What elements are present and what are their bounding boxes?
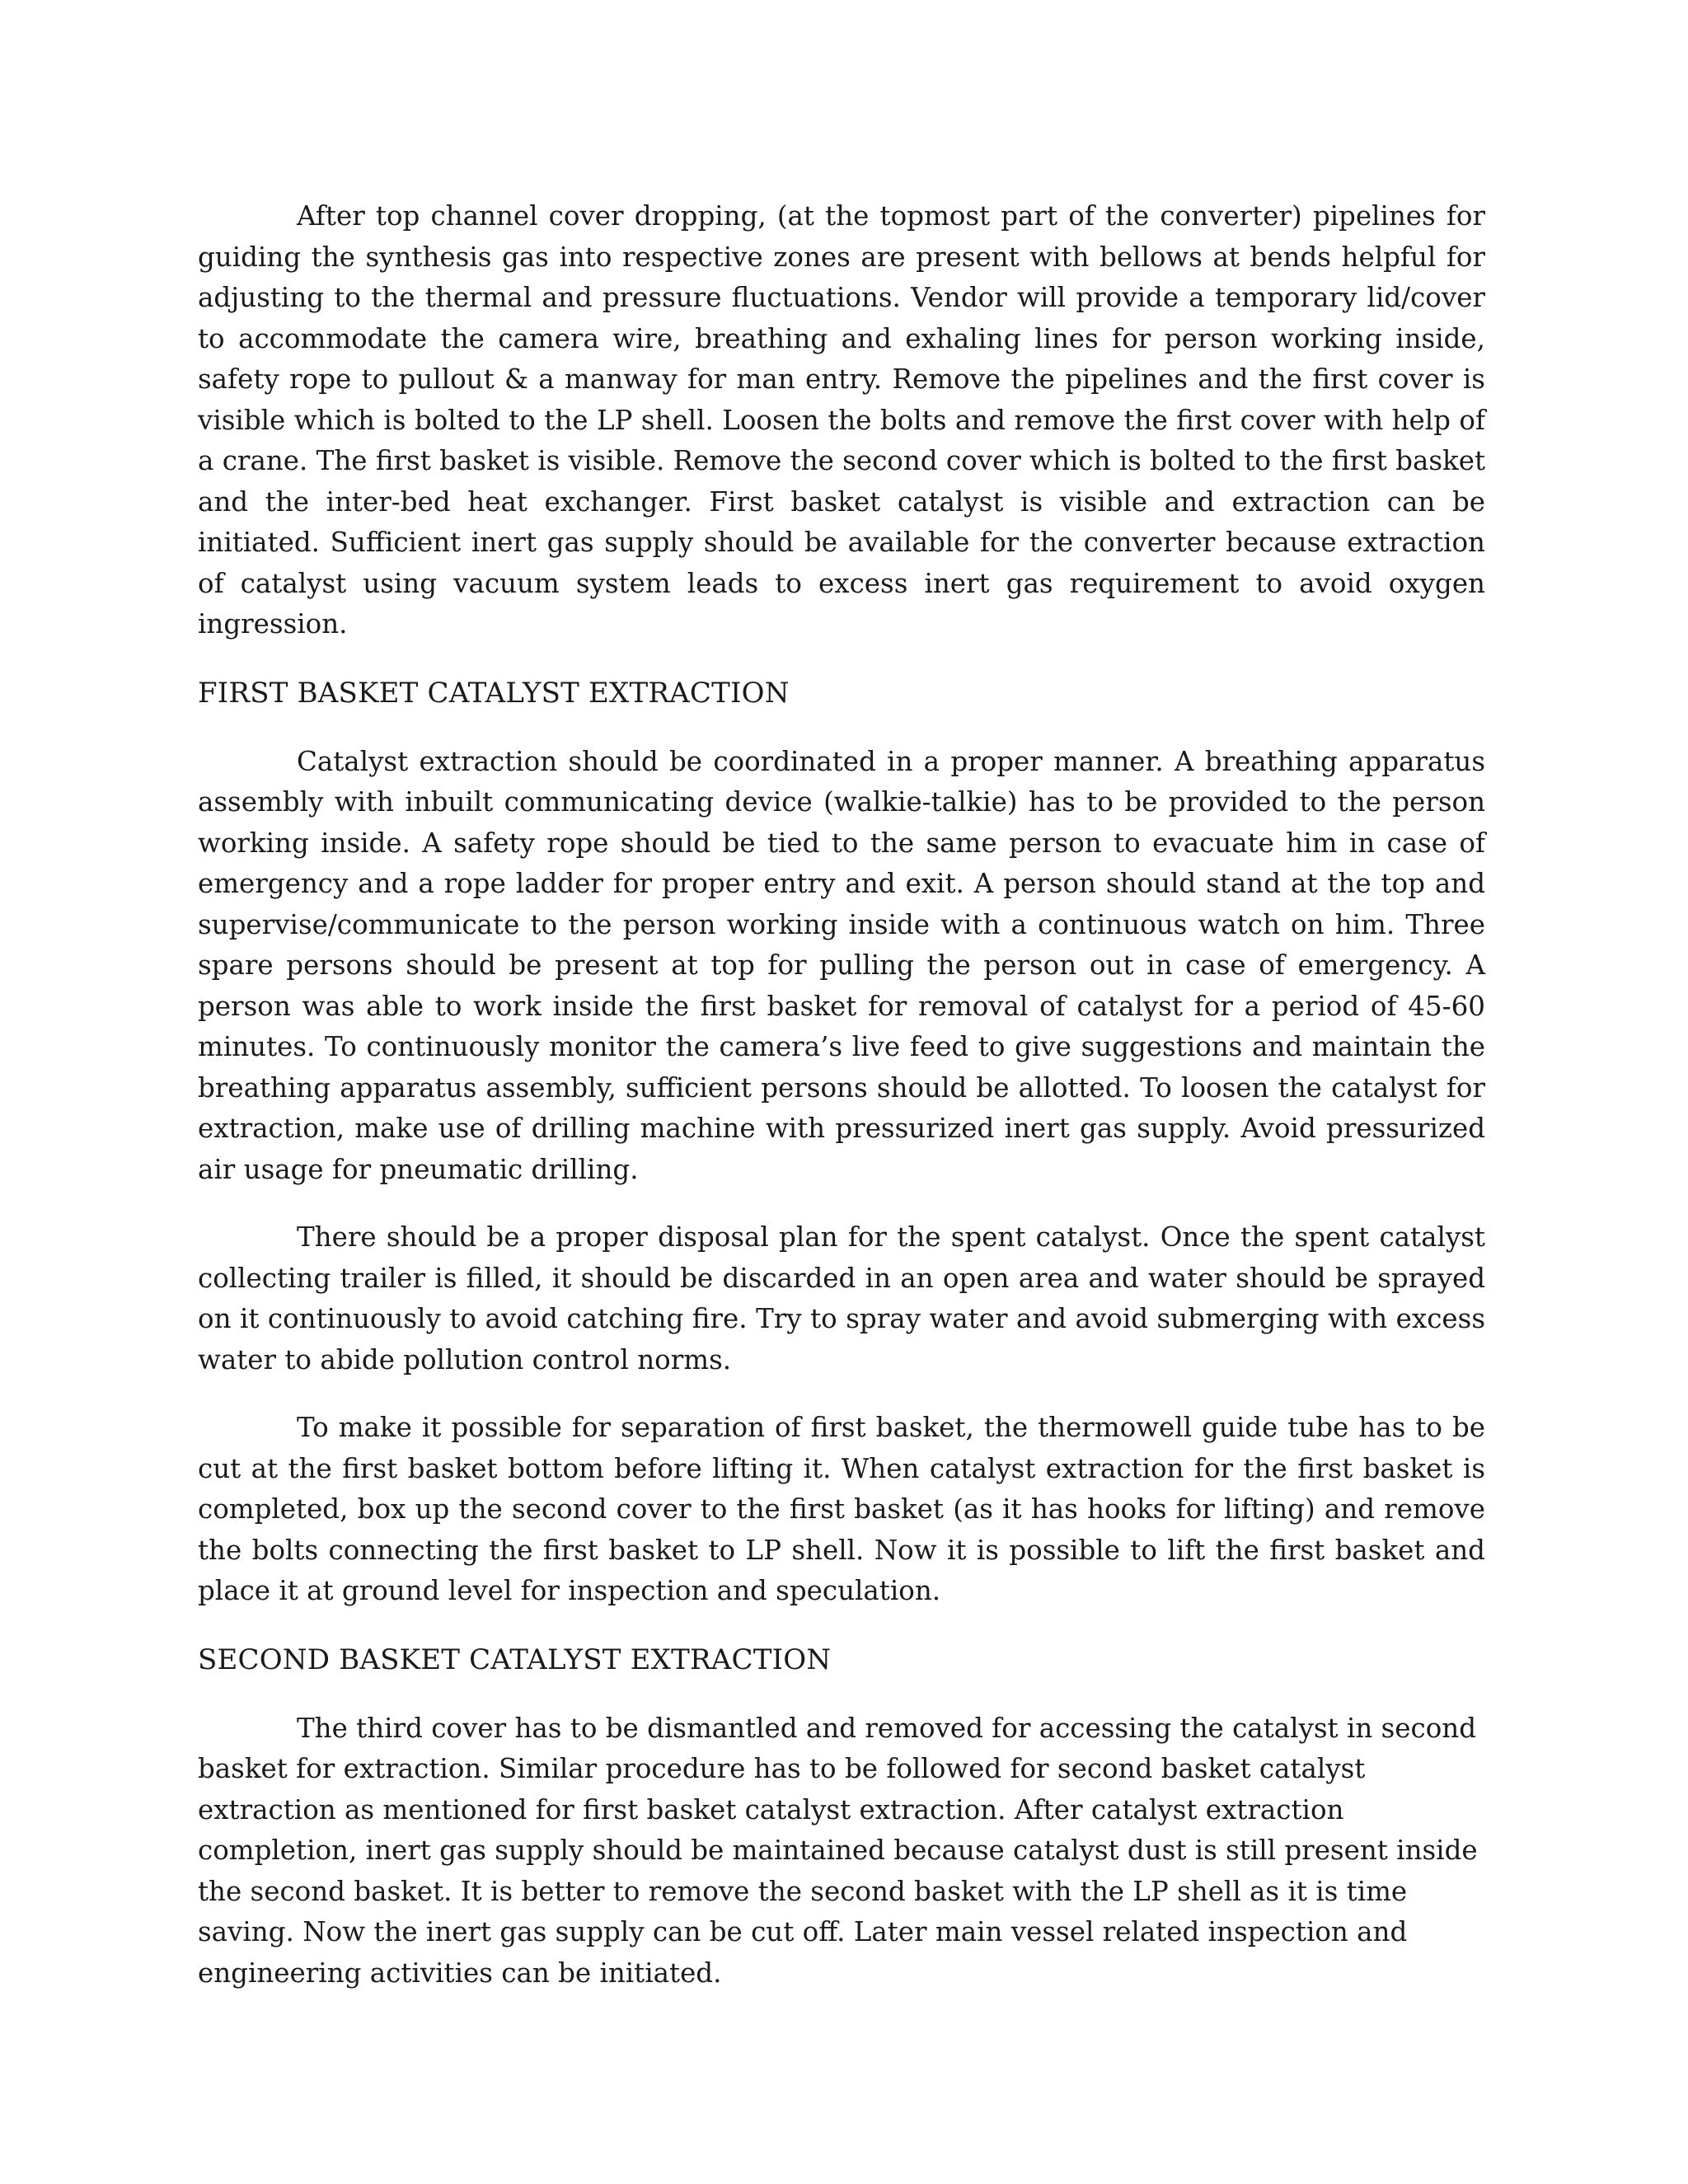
- section-heading-second-basket: SECOND BASKET CATALYST EXTRACTION: [198, 1643, 832, 1676]
- intro-paragraph: After top channel cover dropping, (at the topmost part of the converter) pipelines for guiding the synthesis gas into respective zones are present with bellows at bends helpful for adjusting to the thermal and pressure fluctuations. Vendor will provide a temporary lid/cover to accommodate the camera wire, breathing and exhaling lines for person working inside, safety rope to pullout & a manway for man entry. Remove the pipelines and the first cover is visible which is bolted to the LP shell. Loosen the bolts and remove the first cover with help of a crane. The first basket is visible. Remove the second cover which is bolted to the first basket and the inter-bed heat exchanger. First basket catalyst is visible and extraction can be initiated. Sufficient inert gas supply should be available for the converter because extraction of catalyst using vacuum system leads to excess inert gas requirement to avoid oxygen ingression.: [198, 200, 1485, 640]
- second-basket-paragraph-1: The third cover has to be dismantled and removed for accessing the catalyst in second basket for extraction. Similar procedure has to be followed for second basket catalyst extraction as mentioned for first basket catalyst extraction. After catalyst extraction completion, inert gas supply should be maintained because catalyst dust is still present inside the second basket. It is better to remove the second basket with the LP shell as it is time saving. Now the inert gas supply can be cut off. Later main vessel related inspection and engineering activities can be initiated.: [198, 1712, 1478, 1989]
- first-basket-paragraph-2: There should be a proper disposal plan for the spent catalyst. Once the spent catalyst collecting trailer is filled, it should be discarded in an open area and water should be sprayed on it continuously to avoid catching fire. Try to spray water and avoid submerging with excess water to abide pollution control norms.: [198, 1221, 1485, 1376]
- first-basket-paragraph-1: Catalyst extraction should be coordinated in a proper manner. A breathing apparatus assembly with inbuilt communicating device (walkie-talkie) has to be provided to the person working inside. A safety rope should be tied to the same person to evacuate him in case of emergency and a rope ladder for proper entry and exit. A person should stand at the top and supervise/communicate to the person working inside with a continuous watch on him. Three spare persons should be present at top for pulling the person out in case of emergency. A person was able to work inside the first basket for removal of catalyst for a period of 45-60 minutes. To continuously monitor the camera’s live feed to give suggestions and maintain the breathing apparatus assembly, sufficient persons should be allotted. To loosen the catalyst for extraction, make use of drilling machine with pressurized inert gas supply. Avoid pressurized air usage for pneumatic drilling.: [198, 745, 1485, 1185]
- document-page: [198, 196, 1485, 2021]
- first-basket-paragraph-3: To make it possible for separation of first basket, the thermowell guide tube has to be cut at the first basket bottom before lifting it. When catalyst extraction for the first basket is completed, box up the second cover to the first basket (as it has hooks for lifting) and remove the bolts connecting the first basket to LP shell. Now it is possible to lift the first basket and place it at ground level for inspection and speculation.: [198, 1412, 1485, 1606]
- section-heading-first-basket: FIRST BASKET CATALYST EXTRACTION: [198, 676, 790, 710]
